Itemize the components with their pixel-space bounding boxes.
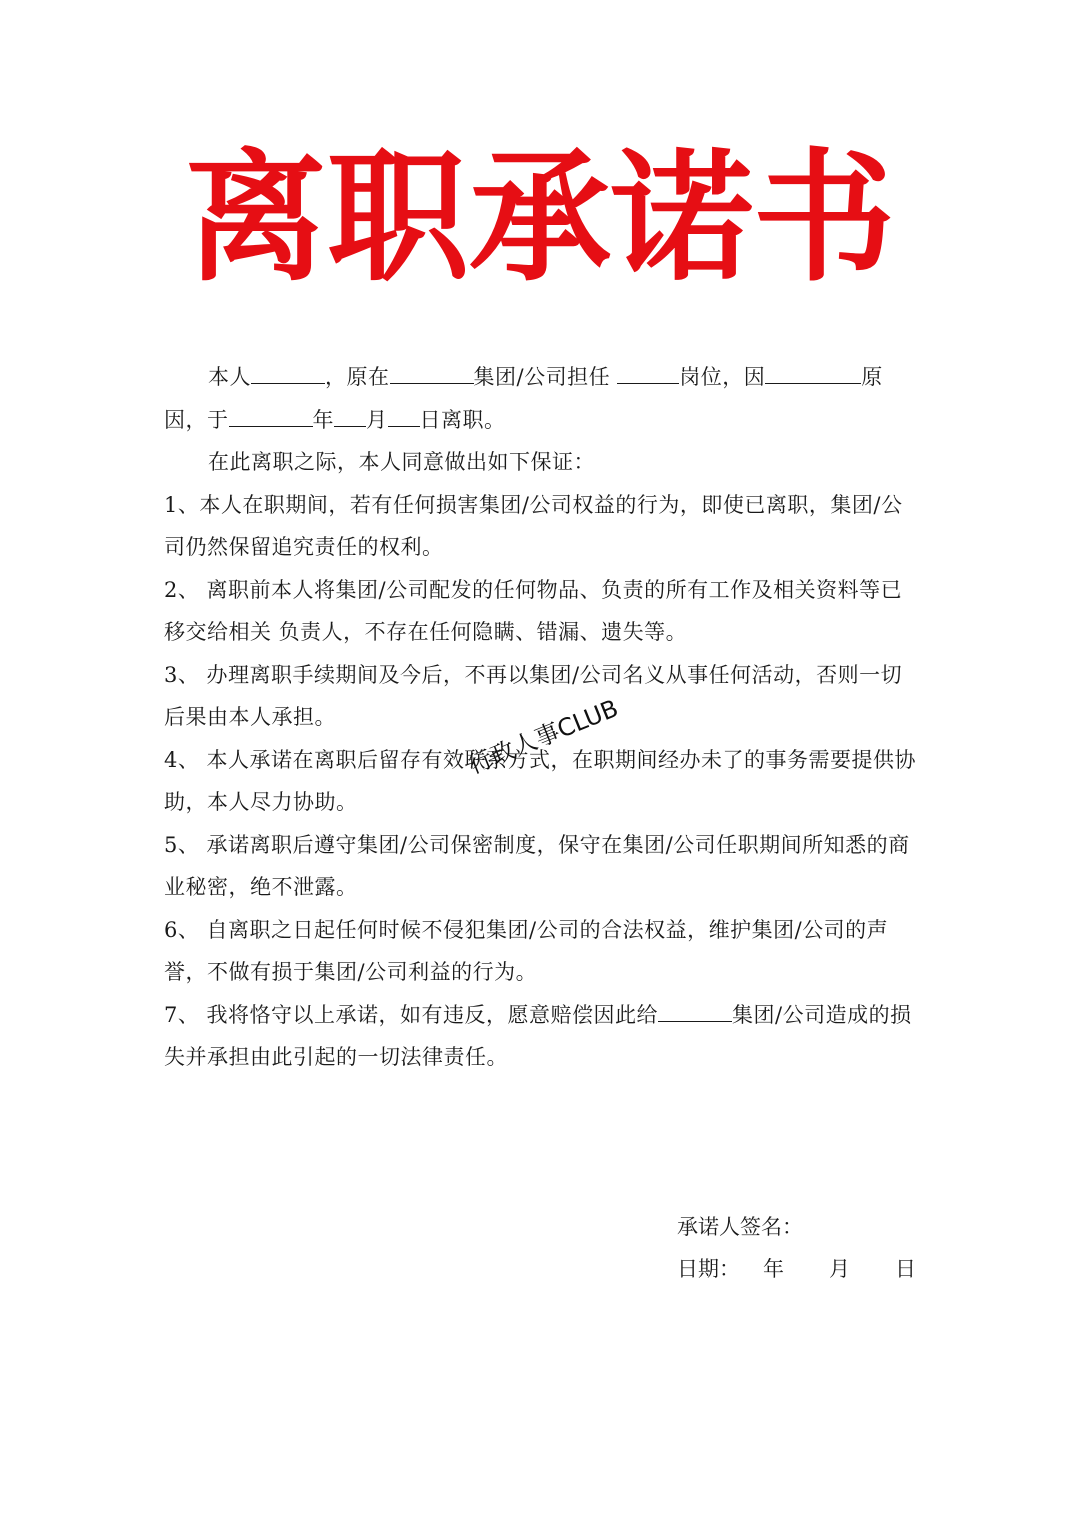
year-label: 年 xyxy=(763,1257,784,1281)
name-blank xyxy=(251,359,325,384)
reason-blank xyxy=(765,359,861,384)
pledge-item-6-line-2: 誉，不做有损于集团/公司利益的行为。 xyxy=(164,960,538,984)
intro-text: 岗位，因 xyxy=(679,365,766,389)
pledge-item-1-line-2: 司仍然保留追究责任的权利。 xyxy=(164,535,444,559)
pledge-item-2-line-2: 移交给相关 负责人，不存在任何隐瞒、错漏、遗失等。 xyxy=(164,620,688,644)
item7-text: 集团/公司造成的损 xyxy=(732,1002,912,1027)
intro-text: 月 xyxy=(366,407,388,432)
intro-text: 日离职。 xyxy=(419,407,506,432)
pledge-item-5-line-1: 5、 承诺离职后遵守集团/公司保密制度，保守在集团/公司任职期间所知悉的商 xyxy=(164,832,910,857)
watermark: 行政人事CLUB xyxy=(464,694,623,780)
company-blank-2 xyxy=(658,997,732,1022)
month-label: 月 xyxy=(829,1257,850,1281)
day-blank xyxy=(388,402,420,427)
pledge-item-4-line-1: 4、 本人承诺在离职后留存有效联系方式，在职期间经办未了的事务需要提供协 xyxy=(164,747,917,772)
document-title: 离职承诺书 xyxy=(185,135,895,301)
intro-text: 本人 xyxy=(208,365,251,389)
date-row xyxy=(677,1248,937,1290)
date-label: 日期： xyxy=(677,1257,740,1281)
pledge-item-3-line-1: 3、 办理离职手续期间及今后，不再以集团/公司名义从事任何活动，否则一切 xyxy=(164,662,903,687)
month-blank xyxy=(334,402,366,427)
intro-text: 因，于 xyxy=(164,407,229,432)
pledge-intro: 在此离职之际，本人同意做出如下保证： xyxy=(208,450,595,474)
intro-line-2 xyxy=(164,399,924,442)
intro-text: 原 xyxy=(861,365,883,389)
pledge-item-1-line-1: 1、本人在职期间，若有任何损害集团/公司权益的行为，即使已离职，集团/公 xyxy=(164,492,903,517)
pledge-item-3-line-2: 后果由本人承担。 xyxy=(164,705,336,729)
item7-text: 7、 我将恪守以上承诺，如有违反，愿意赔偿因此给 xyxy=(164,1002,659,1027)
day-label: 日 xyxy=(895,1257,916,1281)
pledge-item-7-line-1 xyxy=(164,994,924,1037)
pledge-item-5-line-2: 业秘密，绝不泄露。 xyxy=(164,875,358,899)
signature-block xyxy=(677,1206,937,1290)
intro-text: 集团/公司担任 xyxy=(473,365,611,389)
pledge-item-6-line-1: 6、 自离职之日起任何时候不侵犯集团/公司的合法权益，维护集团/公司的声 xyxy=(164,917,889,942)
pledge-item-7-line-2: 失并承担由此引起的一切法律责任。 xyxy=(164,1045,508,1069)
intro-line-1 xyxy=(164,356,924,399)
company-blank xyxy=(390,359,474,384)
intro-text: 年 xyxy=(312,407,334,432)
pledge-item-2-line-1: 2、 离职前本人将集团/公司配发的任何物品、负责的所有工作及相关资料等已 xyxy=(164,577,903,602)
pledge-item-4-line-2: 助，本人尽力协助。 xyxy=(164,790,358,814)
year-blank xyxy=(229,402,313,427)
position-blank xyxy=(617,359,679,384)
signer-label: 承诺人签名： xyxy=(677,1215,803,1239)
intro-text: ，原在 xyxy=(325,365,390,389)
